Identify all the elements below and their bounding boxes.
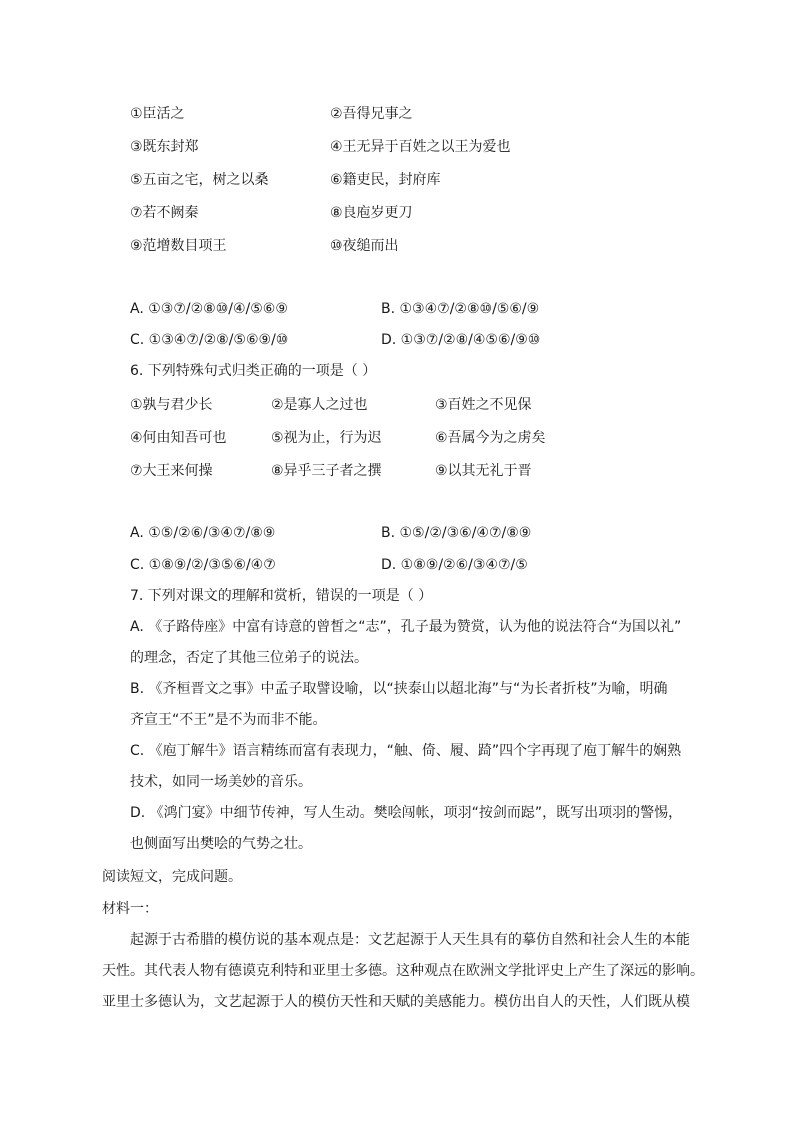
material-paragraph-line2: 天性。其代表人物有德谟克利特和亚里士多德。这种观点在欧洲文学批评史上产生了深远的影响。 xyxy=(102,963,704,979)
q7-stem: 7. 下列对课文的理解和赏析，错误的一项是（ ） xyxy=(130,588,433,604)
q5-item-1: ①臣活之 xyxy=(130,106,185,122)
q5-item-4: ④王无异于百姓之以王为爱也 xyxy=(330,139,511,155)
reading-intro: 阅读短文，完成问题。 xyxy=(102,869,242,885)
q5-item-10: ⑩夜缒而出 xyxy=(330,238,399,254)
q7-option-b-line1: B. 《齐桓晋文之事》中孟子取譬设喻，以“挟泰山以超北海”与“为长者折枝”为喻，明确 xyxy=(130,681,668,697)
q7-option-d-line2: 也侧面写出樊哙的气势之壮。 xyxy=(130,836,312,852)
q5-item-2: ②吾得兄事之 xyxy=(330,106,413,122)
q5-item-7: ⑦若不阙秦 xyxy=(130,205,199,221)
q5-option-a: A. ①③⑦/②⑧⑩/④/⑤⑥⑨ xyxy=(130,301,288,317)
q6-item-9: ⑨以其无礼于晋 xyxy=(435,463,532,479)
q6-item-4: ④何由知吾可也 xyxy=(130,430,227,446)
q6-option-c: C. ①⑧⑨/②/③⑤⑥/④⑦ xyxy=(130,557,276,573)
q7-option-d-line1: D. 《鸿门宴》中细节传神，写人生动。樊哙闯帐，项羽“按剑而跽”，既写出项羽的警惕， xyxy=(130,805,683,821)
q6-stem: 6. 下列特殊句式归类正确的一项是（ ） xyxy=(130,363,377,379)
q7-option-c-line1: C. 《庖丁解牛》语言精练而富有表现力，“触、倚、履、踦”四个字再现了庖丁解牛的娴熟 xyxy=(130,743,682,759)
q5-option-c: C. ①③④⑦/②⑧/⑤⑥⑨/⑩ xyxy=(130,332,289,348)
q6-option-b: B. ①⑤/②/③⑥/④⑦/⑧⑨ xyxy=(381,525,532,541)
q5-option-d: D. ①③⑦/②⑧/④⑤⑥/⑨⑩ xyxy=(381,332,541,348)
q6-item-1: ①孰与君少长 xyxy=(130,397,213,413)
material-paragraph-line1: 起源于古希腊的模仿说的基本观点是：文艺起源于人天生具有的摹仿自然和社会人生的本能 xyxy=(130,932,690,948)
material-paragraph-line3: 亚里士多德认为，文艺起源于人的模仿天性和天赋的美感能力。模仿出自人的天性，人们既从模 xyxy=(102,994,690,1010)
q6-item-8: ⑧异乎三子者之撰 xyxy=(271,463,382,479)
q5-item-6: ⑥籍吏民，封府库 xyxy=(330,172,441,188)
q6-item-7: ⑦大王来何操 xyxy=(130,463,213,479)
q7-option-a-line1: A. 《子路侍座》中富有诗意的曾皙之“志”，孔子最为赞赏，认为他的说法符合“为国以礼” xyxy=(130,619,682,635)
q6-option-a: A. ①⑤/②⑥/③④⑦/⑧⑨ xyxy=(130,525,276,541)
q7-option-a-line2: 的理念，否定了其他三位弟子的说法。 xyxy=(130,650,368,666)
q6-item-2: ②是寡人之过也 xyxy=(271,397,368,413)
q6-item-3: ③百姓之不见保 xyxy=(435,397,532,413)
q5-item-9: ⑨范增数目项王 xyxy=(130,238,227,254)
q6-option-d: D. ①⑧⑨/②⑥/③④⑦/⑤ xyxy=(381,557,528,573)
q7-option-c-line2: 技术，如同一场美妙的音乐。 xyxy=(130,774,312,790)
q5-item-5: ⑤五亩之宅，树之以桑 xyxy=(130,172,269,188)
q6-item-6: ⑥吾属今为之虏矣 xyxy=(435,430,546,446)
material-title: 材料一： xyxy=(102,901,158,917)
q5-option-b: B. ①③④⑦/②⑧⑩/⑤⑥/⑨ xyxy=(381,301,540,317)
q6-item-5: ⑤视为止，行为迟 xyxy=(271,430,382,446)
q5-item-8: ⑧良庖岁更刀 xyxy=(330,205,413,221)
q5-item-3: ③既东封郑 xyxy=(130,139,199,155)
q7-option-b-line2: 齐宣王“不王”是不为而非不能。 xyxy=(130,712,327,728)
